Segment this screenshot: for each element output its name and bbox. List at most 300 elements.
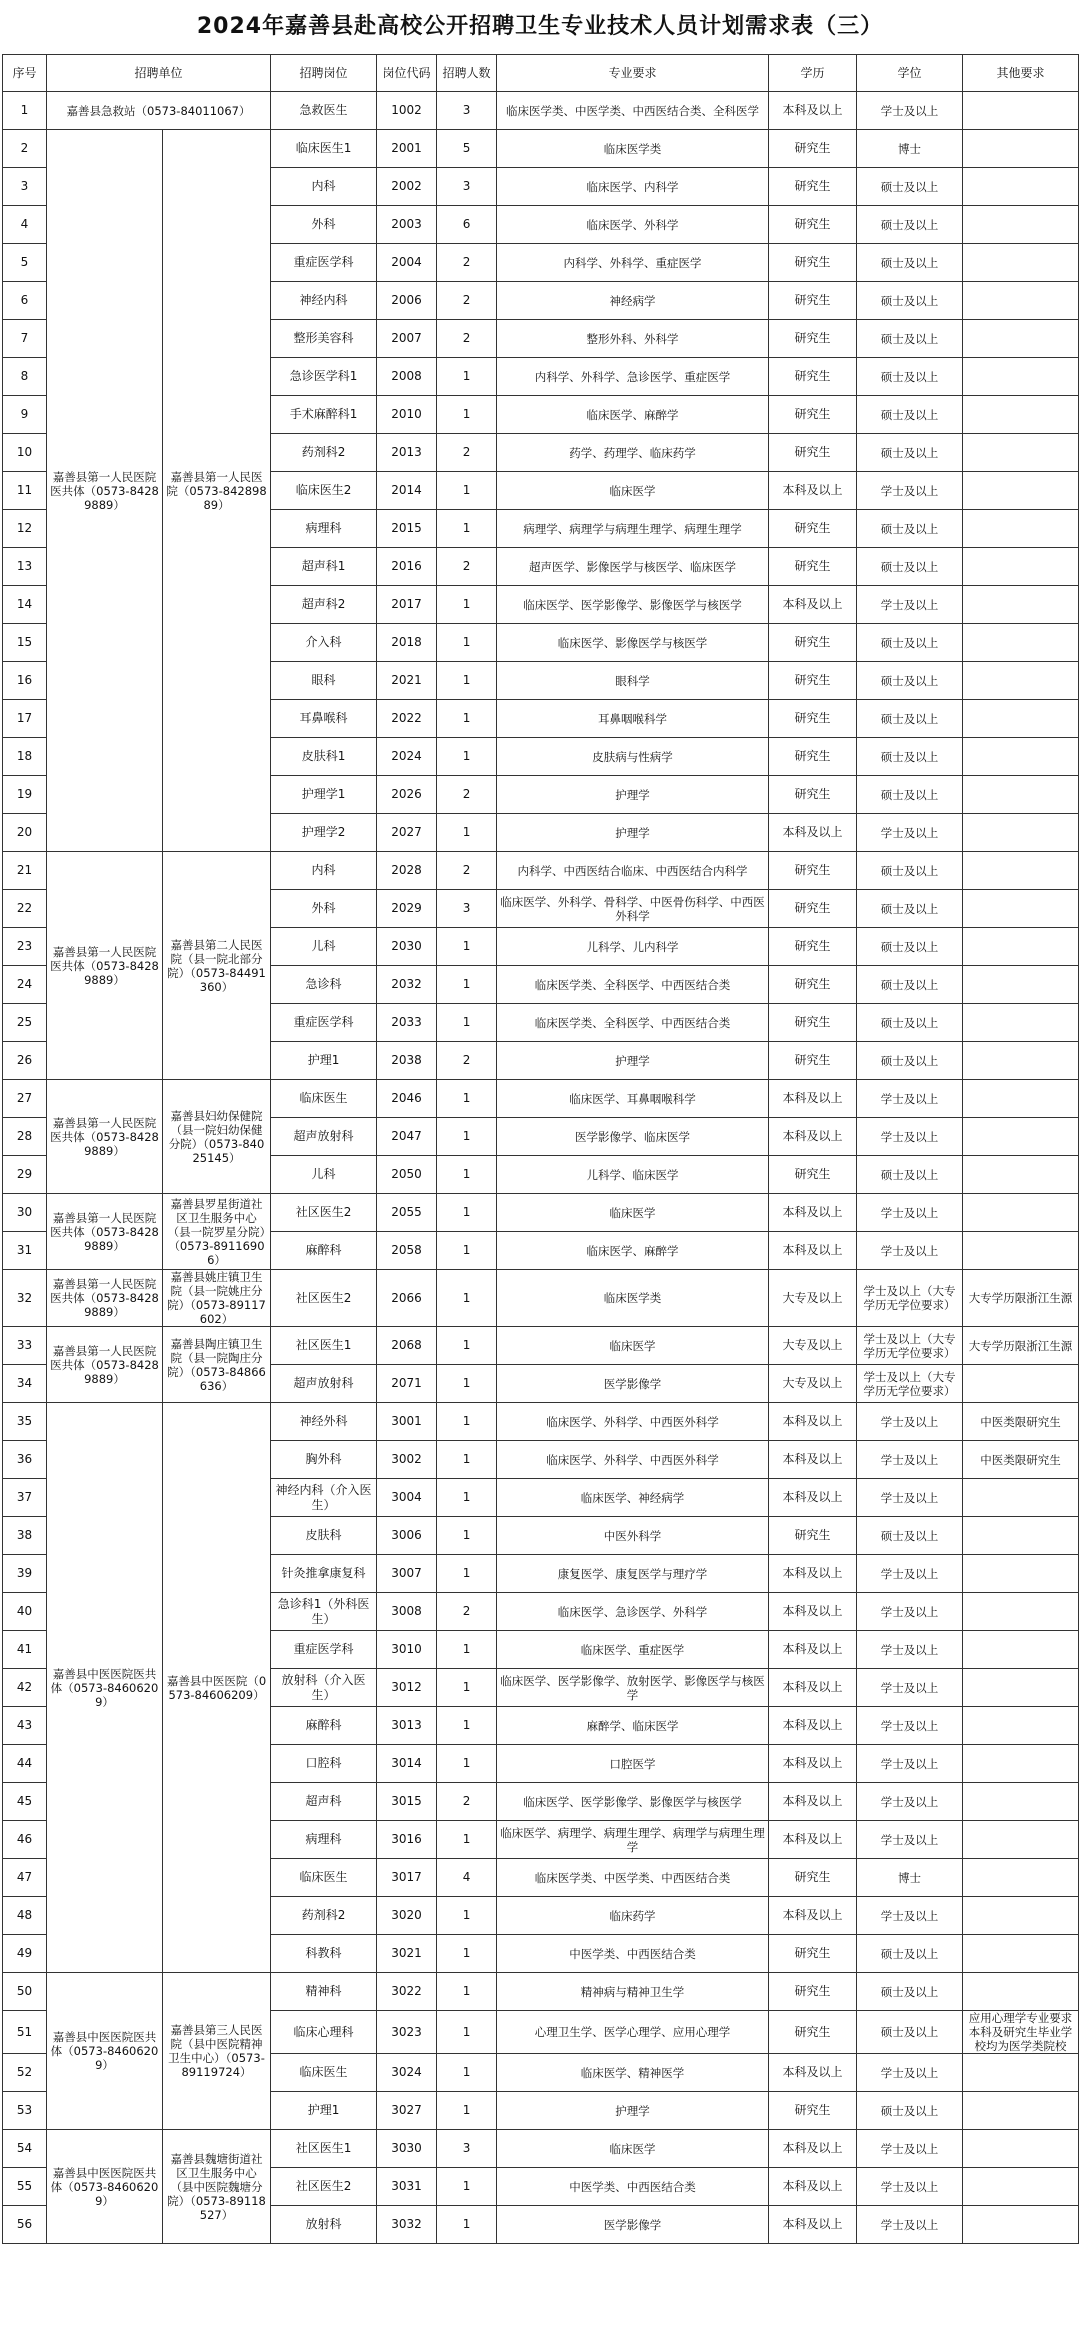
cell-edu: 研究生 [769,700,857,738]
post-name: 外科 [271,890,377,928]
header-no: 序号 [3,55,47,92]
unit-group: 嘉善县第一人民医院医共体（0573-84289889） [47,1194,163,1270]
cell-major: 临床医学、外科学、中西医外科学 [497,1441,769,1479]
cell-major: 中医学类、中西医结合类 [497,1935,769,1973]
cell-edu: 研究生 [769,206,857,244]
cell-major: 医学影像学 [497,1365,769,1403]
cell-other [963,624,1079,662]
cell-degree: 学士及以上 [857,1593,963,1631]
post-code: 2026 [377,776,437,814]
cell-major: 临床医学、神经病学 [497,1479,769,1517]
cell-other: 中医类限研究生 [963,1441,1079,1479]
cell-major: 临床医学、医学影像学、影像医学与核医学 [497,1783,769,1821]
cell-major: 康复医学、康复医学与理疗学 [497,1555,769,1593]
cell-degree: 硕士及以上 [857,1935,963,1973]
table-row [3,92,1079,130]
post-name: 社区医生2 [271,1270,377,1327]
table-row [3,2130,1079,2168]
cell-other [963,1232,1079,1270]
headcount: 3 [437,2130,497,2168]
post-code: 2018 [377,624,437,662]
header-unit: 招聘单位 [47,55,271,92]
cell-degree: 学士及以上 [857,1479,963,1517]
cell-other [963,814,1079,852]
cell-degree: 博士 [857,130,963,168]
page-title: 2024年嘉善县赴高校公开招聘卫生专业技术人员计划需求表（三） [196,14,884,39]
post-name: 超声放射科 [271,1118,377,1156]
cell-other [963,928,1079,966]
cell-major: 临床医学、外科学 [497,206,769,244]
header-degree: 学位 [857,55,963,92]
row-number: 42 [3,1669,47,1707]
post-name: 放射科（介入医生） [271,1669,377,1707]
post-code: 2008 [377,358,437,396]
post-code: 2028 [377,852,437,890]
cell-major: 心理卫生学、医学心理学、应用心理学 [497,2011,769,2054]
cell-edu: 研究生 [769,282,857,320]
cell-degree: 学士及以上 [857,1745,963,1783]
cell-other: 中医类限研究生 [963,1403,1079,1441]
cell-edu: 研究生 [769,1517,857,1555]
cell-other [963,1479,1079,1517]
post-name: 超声放射科 [271,1365,377,1403]
unit-hospital: 嘉善县罗星街道社区卫生服务中心（县一院罗星分院）（0573-89116906） [163,1194,271,1270]
row-number: 43 [3,1707,47,1745]
cell-other [963,2168,1079,2206]
headcount: 1 [437,396,497,434]
cell-other [963,890,1079,928]
headcount: 4 [437,1859,497,1897]
post-name: 护理1 [271,1042,377,1080]
cell-major: 临床医学类、全科医学、中西医结合类 [497,966,769,1004]
cell-edu: 研究生 [769,244,857,282]
cell-degree: 学士及以上 [857,586,963,624]
post-name: 护理1 [271,2092,377,2130]
post-name: 神经内科 [271,282,377,320]
unit-group: 嘉善县第一人民医院医共体（0573-84289889） [47,1080,163,1194]
post-name: 临床医生 [271,1859,377,1897]
headcount: 1 [437,472,497,510]
post-name: 药剂科2 [271,1897,377,1935]
unit-group: 嘉善县第一人民医院医共体（0573-84289889） [47,852,163,1080]
cell-major: 口腔医学 [497,1745,769,1783]
cell-major: 临床医学、医学影像学、影像医学与核医学 [497,586,769,624]
cell-major: 耳鼻咽喉科学 [497,700,769,738]
row-number: 9 [3,396,47,434]
headcount: 2 [437,320,497,358]
cell-major: 临床医学类、中医学类、中西医结合类 [497,1859,769,1897]
cell-edu: 本科及以上 [769,1669,857,1707]
cell-major: 临床医学 [497,2130,769,2168]
headcount: 1 [437,2206,497,2244]
headcount: 1 [437,1080,497,1118]
headcount: 1 [437,1897,497,1935]
cell-edu: 本科及以上 [769,1631,857,1669]
headcount: 1 [437,662,497,700]
headcount: 1 [437,1118,497,1156]
row-number: 52 [3,2054,47,2092]
post-name: 病理科 [271,1821,377,1859]
cell-degree: 学士及以上 [857,1631,963,1669]
post-code: 2047 [377,1118,437,1156]
cell-major: 临床药学 [497,1897,769,1935]
post-name: 临床心理科 [271,2011,377,2054]
row-number: 4 [3,206,47,244]
cell-other [963,1821,1079,1859]
cell-other [963,1593,1079,1631]
post-code: 2038 [377,1042,437,1080]
cell-major: 临床医学、外科学、骨科学、中医骨伤科学、中西医外科学 [497,890,769,928]
post-name: 超声科2 [271,586,377,624]
row-number: 25 [3,1004,47,1042]
cell-edu: 本科及以上 [769,1707,857,1745]
post-name: 皮肤科1 [271,738,377,776]
row-number: 24 [3,966,47,1004]
cell-edu: 本科及以上 [769,1118,857,1156]
headcount: 1 [437,1517,497,1555]
post-code: 2021 [377,662,437,700]
post-name: 放射科 [271,2206,377,2244]
cell-other [963,1156,1079,1194]
cell-major: 内科学、外科学、急诊医学、重症医学 [497,358,769,396]
cell-edu: 本科及以上 [769,1745,857,1783]
row-number: 49 [3,1935,47,1973]
post-name: 超声科 [271,1783,377,1821]
cell-major: 药学、药理学、临床药学 [497,434,769,472]
cell-edu: 研究生 [769,1156,857,1194]
cell-degree: 硕士及以上 [857,624,963,662]
cell-major: 儿科学、临床医学 [497,1156,769,1194]
post-name: 皮肤科 [271,1517,377,1555]
cell-major: 临床医学、病理学、病理生理学、病理学与病理生理学 [497,1821,769,1859]
cell-other [963,1118,1079,1156]
headcount: 3 [437,92,497,130]
cell-degree: 学士及以上 [857,814,963,852]
cell-edu: 研究生 [769,434,857,472]
post-name: 社区医生1 [271,1327,377,1365]
headcount: 1 [437,1669,497,1707]
row-number: 27 [3,1080,47,1118]
cell-edu: 研究生 [769,548,857,586]
cell-degree: 硕士及以上 [857,282,963,320]
row-number: 54 [3,2130,47,2168]
row-number: 32 [3,1270,47,1327]
cell-other [963,168,1079,206]
post-code: 2055 [377,1194,437,1232]
recruiting-unit: 嘉善县急救站（0573-84011067） [47,92,271,130]
unit-hospital: 嘉善县中医医院（0573-84606209） [163,1403,271,1973]
row-number: 40 [3,1593,47,1631]
cell-degree: 学士及以上 [857,1232,963,1270]
cell-degree: 硕士及以上 [857,700,963,738]
row-number: 41 [3,1631,47,1669]
cell-other [963,1783,1079,1821]
cell-major: 超声医学、影像医学与核医学、临床医学 [497,548,769,586]
post-code: 1002 [377,92,437,130]
post-code: 2032 [377,966,437,1004]
cell-edu: 研究生 [769,776,857,814]
table-row [3,130,1079,168]
cell-edu: 研究生 [769,130,857,168]
cell-major: 皮肤病与性病学 [497,738,769,776]
cell-degree: 学士及以上 [857,1118,963,1156]
cell-major: 护理学 [497,1042,769,1080]
cell-degree: 学士及以上 [857,2054,963,2092]
row-number: 6 [3,282,47,320]
cell-other [963,2130,1079,2168]
cell-degree: 学士及以上 [857,2130,963,2168]
cell-other [963,2054,1079,2092]
cell-other [963,320,1079,358]
post-name: 超声科1 [271,548,377,586]
cell-major: 医学影像学 [497,2206,769,2244]
cell-major: 内科学、中西医结合临床、中西医结合内科学 [497,852,769,890]
cell-major: 整形外科、外科学 [497,320,769,358]
headcount: 1 [437,928,497,966]
headcount: 1 [437,586,497,624]
cell-degree: 硕士及以上 [857,358,963,396]
unit-group: 嘉善县第一人民医院医共体（0573-84289889） [47,1270,163,1327]
row-number: 19 [3,776,47,814]
headcount: 2 [437,1783,497,1821]
cell-other [963,1365,1079,1403]
post-code: 3027 [377,2092,437,2130]
cell-edu: 研究生 [769,1004,857,1042]
cell-edu: 研究生 [769,2011,857,2054]
headcount: 1 [437,1555,497,1593]
post-code: 2024 [377,738,437,776]
cell-edu: 本科及以上 [769,586,857,624]
post-name: 护理学1 [271,776,377,814]
post-name: 针灸推拿康复科 [271,1555,377,1593]
row-number: 5 [3,244,47,282]
cell-degree: 学士及以上 [857,2206,963,2244]
cell-degree: 学士及以上 [857,2168,963,2206]
post-code: 2016 [377,548,437,586]
unit-hospital: 嘉善县姚庄镇卫生院（县一院姚庄分院）（0573-89117602） [163,1270,271,1327]
cell-other [963,282,1079,320]
post-code: 3017 [377,1859,437,1897]
post-code: 3012 [377,1669,437,1707]
post-name: 神经内科（介入医生） [271,1479,377,1517]
cell-degree: 硕士及以上 [857,776,963,814]
headcount: 1 [437,1156,497,1194]
cell-other: 大专学历限浙江生源 [963,1327,1079,1365]
cell-edu: 本科及以上 [769,1479,857,1517]
row-number: 11 [3,472,47,510]
post-name: 整形美容科 [271,320,377,358]
post-name: 护理学2 [271,814,377,852]
unit-hospital: 嘉善县第一人民医院（0573-84289889） [163,130,271,852]
cell-degree: 学士及以上 [857,1707,963,1745]
cell-other [963,434,1079,472]
row-number: 36 [3,1441,47,1479]
headcount: 1 [437,1821,497,1859]
cell-degree: 硕士及以上 [857,206,963,244]
post-code: 2010 [377,396,437,434]
row-number: 56 [3,2206,47,2244]
cell-other [963,1042,1079,1080]
row-number: 29 [3,1156,47,1194]
cell-degree: 硕士及以上 [857,928,963,966]
post-name: 临床医生 [271,1080,377,1118]
post-code: 3015 [377,1783,437,1821]
post-name: 儿科 [271,928,377,966]
cell-edu: 研究生 [769,510,857,548]
headcount: 1 [437,1365,497,1403]
row-number: 51 [3,2011,47,2054]
cell-major: 临床医学、麻醉学 [497,1232,769,1270]
post-name: 麻醉科 [271,1707,377,1745]
recruitment-table [2,54,1079,2244]
cell-other: 应用心理学专业要求本科及研究生毕业学校均为医学类院校 [963,2011,1079,2054]
post-code: 3002 [377,1441,437,1479]
cell-degree: 学士及以上 [857,1821,963,1859]
post-name: 手术麻醉科1 [271,396,377,434]
cell-major: 临床医学、内科学 [497,168,769,206]
post-code: 2015 [377,510,437,548]
cell-edu: 研究生 [769,320,857,358]
cell-edu: 研究生 [769,966,857,1004]
cell-other [963,662,1079,700]
cell-degree: 硕士及以上 [857,2092,963,2130]
row-number: 15 [3,624,47,662]
headcount: 2 [437,852,497,890]
cell-degree: 硕士及以上 [857,852,963,890]
cell-degree: 硕士及以上 [857,890,963,928]
cell-other [963,1935,1079,1973]
cell-other [963,1080,1079,1118]
cell-other [963,206,1079,244]
row-number: 21 [3,852,47,890]
cell-degree: 博士 [857,1859,963,1897]
post-code: 3032 [377,2206,437,2244]
cell-edu: 研究生 [769,1042,857,1080]
cell-other [963,548,1079,586]
post-code: 2068 [377,1327,437,1365]
header-major: 专业要求 [497,55,769,92]
cell-major: 临床医学 [497,1194,769,1232]
headcount: 1 [437,1004,497,1042]
post-name: 重症医学科 [271,1004,377,1042]
cell-major: 护理学 [497,814,769,852]
cell-degree: 学士及以上 [857,1441,963,1479]
cell-degree: 学士及以上（大专学历无学位要求） [857,1327,963,1365]
cell-other [963,966,1079,1004]
post-code: 2033 [377,1004,437,1042]
post-name: 重症医学科 [271,1631,377,1669]
cell-major: 临床医学类、全科医学、中西医结合类 [497,1004,769,1042]
cell-other [963,1555,1079,1593]
post-name: 社区医生1 [271,2130,377,2168]
post-name: 临床医生 [271,2054,377,2092]
cell-edu: 研究生 [769,168,857,206]
cell-edu: 大专及以上 [769,1327,857,1365]
post-name: 急诊医学科1 [271,358,377,396]
cell-degree: 硕士及以上 [857,244,963,282]
headcount: 1 [437,1441,497,1479]
post-name: 病理科 [271,510,377,548]
cell-major: 临床医学、精神医学 [497,2054,769,2092]
headcount: 1 [437,966,497,1004]
header-other: 其他要求 [963,55,1079,92]
row-number: 8 [3,358,47,396]
cell-edu: 研究生 [769,396,857,434]
cell-major: 临床医学 [497,472,769,510]
cell-degree: 硕士及以上 [857,1004,963,1042]
headcount: 1 [437,1745,497,1783]
row-number: 33 [3,1327,47,1365]
cell-other [963,92,1079,130]
row-number: 14 [3,586,47,624]
post-name: 药剂科2 [271,434,377,472]
cell-other [963,1517,1079,1555]
cell-major: 护理学 [497,2092,769,2130]
post-code: 2030 [377,928,437,966]
cell-degree: 硕士及以上 [857,1156,963,1194]
cell-major: 临床医学、耳鼻咽喉科学 [497,1080,769,1118]
cell-edu: 研究生 [769,890,857,928]
row-number: 53 [3,2092,47,2130]
cell-degree: 硕士及以上 [857,738,963,776]
post-code: 2046 [377,1080,437,1118]
headcount: 6 [437,206,497,244]
cell-edu: 研究生 [769,738,857,776]
table-row [3,1327,1079,1365]
row-number: 48 [3,1897,47,1935]
cell-edu: 大专及以上 [769,1270,857,1327]
headcount: 2 [437,776,497,814]
cell-other [963,1745,1079,1783]
row-number: 7 [3,320,47,358]
cell-edu: 本科及以上 [769,1897,857,1935]
cell-major: 眼科学 [497,662,769,700]
row-number: 45 [3,1783,47,1821]
cell-degree: 硕士及以上 [857,662,963,700]
cell-other [963,776,1079,814]
post-code: 3016 [377,1821,437,1859]
cell-other [963,1004,1079,1042]
cell-major: 儿科学、儿内科学 [497,928,769,966]
headcount: 1 [437,510,497,548]
cell-edu: 本科及以上 [769,1593,857,1631]
unit-group: 嘉善县中医医院医共体（0573-84606209） [47,1403,163,1973]
header-post: 招聘岗位 [271,55,377,92]
headcount: 1 [437,1707,497,1745]
cell-degree: 学士及以上 [857,1403,963,1441]
cell-edu: 本科及以上 [769,472,857,510]
headcount: 2 [437,244,497,282]
post-code: 2013 [377,434,437,472]
post-code: 2066 [377,1270,437,1327]
table-row [3,1194,1079,1232]
unit-group: 嘉善县第一人民医院医共体（0573-84289889） [47,130,163,852]
row-number: 47 [3,1859,47,1897]
post-name: 急救医生 [271,92,377,130]
post-name: 胸外科 [271,1441,377,1479]
row-number: 34 [3,1365,47,1403]
post-code: 2001 [377,130,437,168]
cell-degree: 学士及以上（大专学历无学位要求） [857,1365,963,1403]
row-number: 35 [3,1403,47,1441]
cell-other [963,586,1079,624]
post-code: 3008 [377,1593,437,1631]
cell-other [963,1707,1079,1745]
headcount: 1 [437,2168,497,2206]
post-name: 社区医生2 [271,1194,377,1232]
cell-major: 临床医学、外科学、中西医外科学 [497,1403,769,1441]
headcount: 1 [437,2011,497,2054]
